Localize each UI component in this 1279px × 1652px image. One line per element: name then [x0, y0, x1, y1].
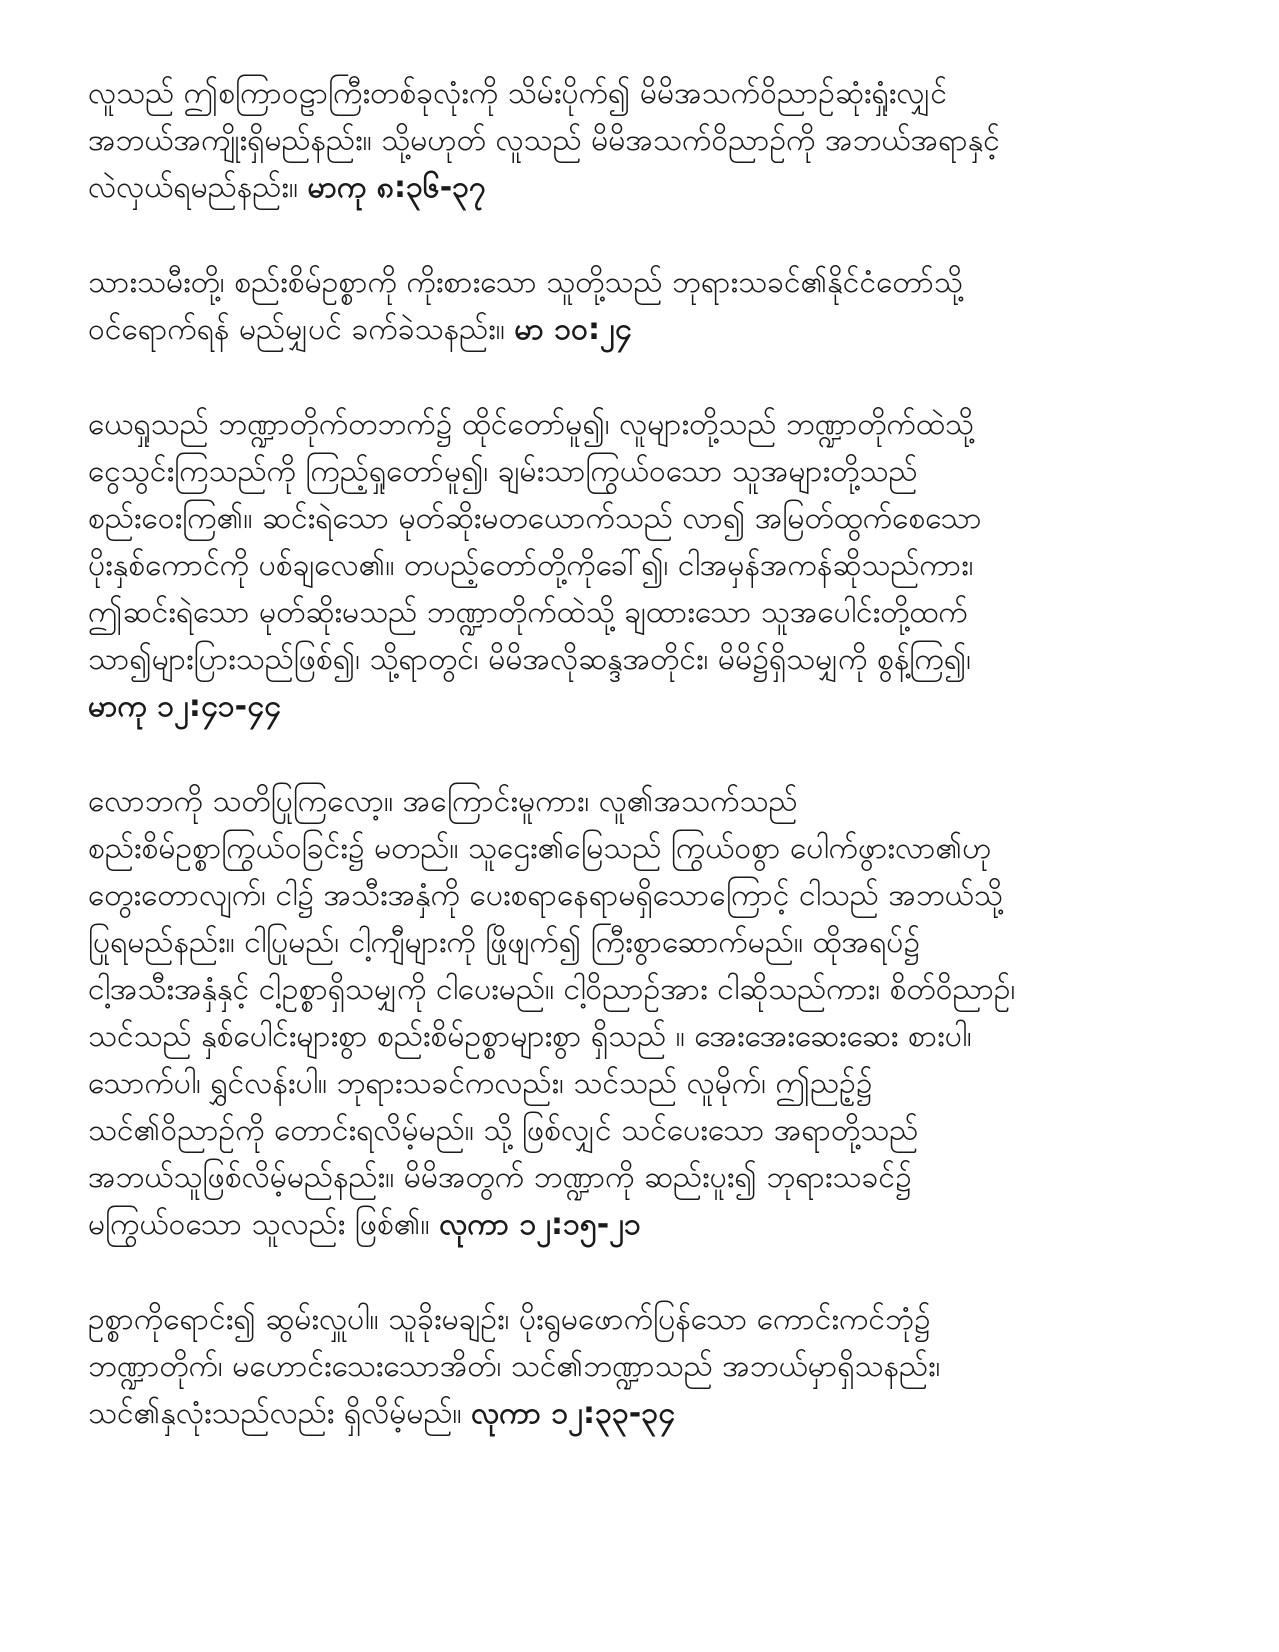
scripture-reference: လုကာ ၁၂:၁၅-၂၁	[439, 1207, 641, 1242]
verse-line-with-reference	[88, 306, 1198, 353]
verse-line: ဘဏ္ဍာတိုက်၊ မဟောင်းသေးသောအိတ်၊ သင်၏ဘဏ္ဍာသည် အဘယ်မှာရှိသနည်း၊	[88, 1349, 941, 1384]
verse-line: စည်းဝေးကြ၏။ ဆင်းရဲသော မုတ်ဆိုးမတယောက်သည် လာ၍ အမြတ်ထွက်စေသော	[88, 501, 982, 536]
scripture-reference: မာကု ၈:၃၆-၃၇	[307, 170, 486, 205]
verse-line: သောက်ပါ၊ ရွှင်လန်းပါ။ ဘုရားသခင်ကလည်း၊ သင်သည် လူမိုက်၊ ဤညဉ့်၌	[88, 1066, 873, 1101]
verse-line: ပိုးနှစ်ကောင်ကို ပစ်ချလေ၏။ တပည့်တော်တို့ကိုခေါ်၍၊ ငါအမှန်အကန်ဆိုသည်ကား၊	[88, 548, 974, 583]
verse-paragraph-2	[88, 259, 1198, 353]
verse-text: သင်၏နှလုံးသည်လည်း ရှိလိမ့်မည်။	[88, 1396, 462, 1431]
verse-line: တွေးတောလျက်၊ ငါ၌ အသီးအနှံကို ပေးစရာနေရာမရှိသောကြောင့် ငါသည် အဘယ်သို့	[88, 878, 1003, 913]
verse-line: ပြုရမည်နည်း။ ငါပြုမည်၊ ငါ့ကျီများကို ဖြိုဖျက်၍ ကြီးစွာဆောက်မည်။ ထိုအရပ်၌	[88, 925, 921, 960]
verse-line-with-reference	[88, 1201, 1198, 1248]
verse-line: သာ၍များပြားသည်ဖြစ်၍၊ သို့ရာတွင်၊ မိမိအလိုဆန္ဒအတိုင်း၊ မိမိ၌ရှိသမျှကို စွန့်ကြ၍၊	[88, 642, 972, 677]
verse-line: ယေရှုသည် ဘဏ္ဍာတိုက်တဘက်၌ ထိုင်တော်မူ၍၊ လူများတို့သည် ဘဏ္ဍာတိုက်ထဲသို့	[88, 407, 974, 442]
scripture-reference: မာကု ၁၂:၄၁-၄၄	[88, 689, 281, 724]
verse-line: အဘယ်အကျိုးရှိမည်နည်း။ သို့မဟုတ် လူသည် မိမိအသက်ဝိညာဉ်ကို အဘယ်အရာနှင့်	[88, 123, 1000, 158]
verse-paragraph-4	[88, 778, 1198, 1248]
verse-paragraph-5	[88, 1296, 1198, 1437]
verse-line: ငွေသွင်းကြသည်ကို ကြည့်ရှုတော်မူ၍၊ ချမ်းသာကြွယ်ဝသော သူအများတို့သည်	[88, 454, 918, 489]
verse-line: သားသမီးတို့၊ စည်းစိမ်ဥစ္စာကို ကိုးစားသော သူတို့သည် ဘုရားသခင်၏နိုင်ငံတော်သို့	[88, 265, 963, 300]
verse-line: ဤဆင်းရဲသော မုတ်ဆိုးမသည် ဘဏ္ဍာတိုက်ထဲသို့ ချထားသော သူအပေါင်းတို့ထက်	[88, 595, 968, 630]
verse-line-with-reference	[88, 1390, 1198, 1437]
verse-line: အဘယ်သူဖြစ်လိမ့်မည်နည်း။ မိမိအတွက် ဘဏ္ဍာကို ဆည်းပူး၍ ဘုရားသခင်၌	[88, 1160, 912, 1195]
verse-paragraph-3	[88, 401, 1198, 730]
verse-line: လောဘကို သတိပြုကြလော့။ အကြောင်းမူကား၊ လူ၏အသက်သည်	[88, 784, 798, 819]
verse-line: သင်၏ဝိညာဉ်ကို တောင်းရလိမ့်မည်။ သို့ ဖြစ်လျှင် သင်ပေးသော အရာတို့သည်	[88, 1113, 919, 1148]
verse-line-with-reference	[88, 164, 1198, 211]
verse-paragraph-1	[88, 70, 1198, 211]
verse-line: စည်းစိမ်ဥစ္စာကြွယ်ဝခြင်း၌ မတည်။ သူဌေး၏မြေသည် ကြွယ်ဝစွာ ပေါက်ဖွားလာ၏ဟု	[88, 831, 992, 866]
verse-text: ဝင်ရောက်ရန် မည်မျှပင် ခက်ခဲသနည်း။	[88, 312, 505, 347]
verse-line: သင်သည် နှစ်ပေါင်းများစွာ စည်းစိမ်ဥစ္စာများစွာ ရှိသည် ။ အေးအေးဆေးဆေး စားပါ၊	[88, 1019, 972, 1054]
verse-text: လဲလှယ်ရမည်နည်း။	[88, 170, 298, 205]
verse-line: ငါ့အသီးအနှံနှင့် ငါ့ဥစ္စာရှိသမျှကို ငါပေးမည်။ ငါ့ဝိညာဉ်အား ငါဆိုသည်ကား၊ စိတ်ဝိညာဉ်၊	[88, 972, 1016, 1007]
scripture-reference: လုကာ ၁၂:၃၃-၃၄	[471, 1396, 675, 1431]
document-page	[88, 70, 1198, 1485]
verse-text: မကြွယ်ဝသော သူလည်း ဖြစ်၏။	[88, 1207, 430, 1242]
verse-line: လူသည် ဤစကြာဝဠာကြီးတစ်ခုလုံးကို သိမ်းပိုက်၍ မိမိအသက်ဝိညာဉ်ဆုံးရှုံးလျှင်	[88, 76, 948, 111]
verse-line: ဥစ္စာကိုရောင်း၍ ဆွမ်းလှူပါ။ သူခိုးမချဉ်း၊ ပိုးရွမဖောက်ပြန်သော ကောင်းကင်ဘုံ၌	[88, 1302, 931, 1337]
scripture-reference: မာ ၁၀:၂၄	[514, 312, 632, 347]
